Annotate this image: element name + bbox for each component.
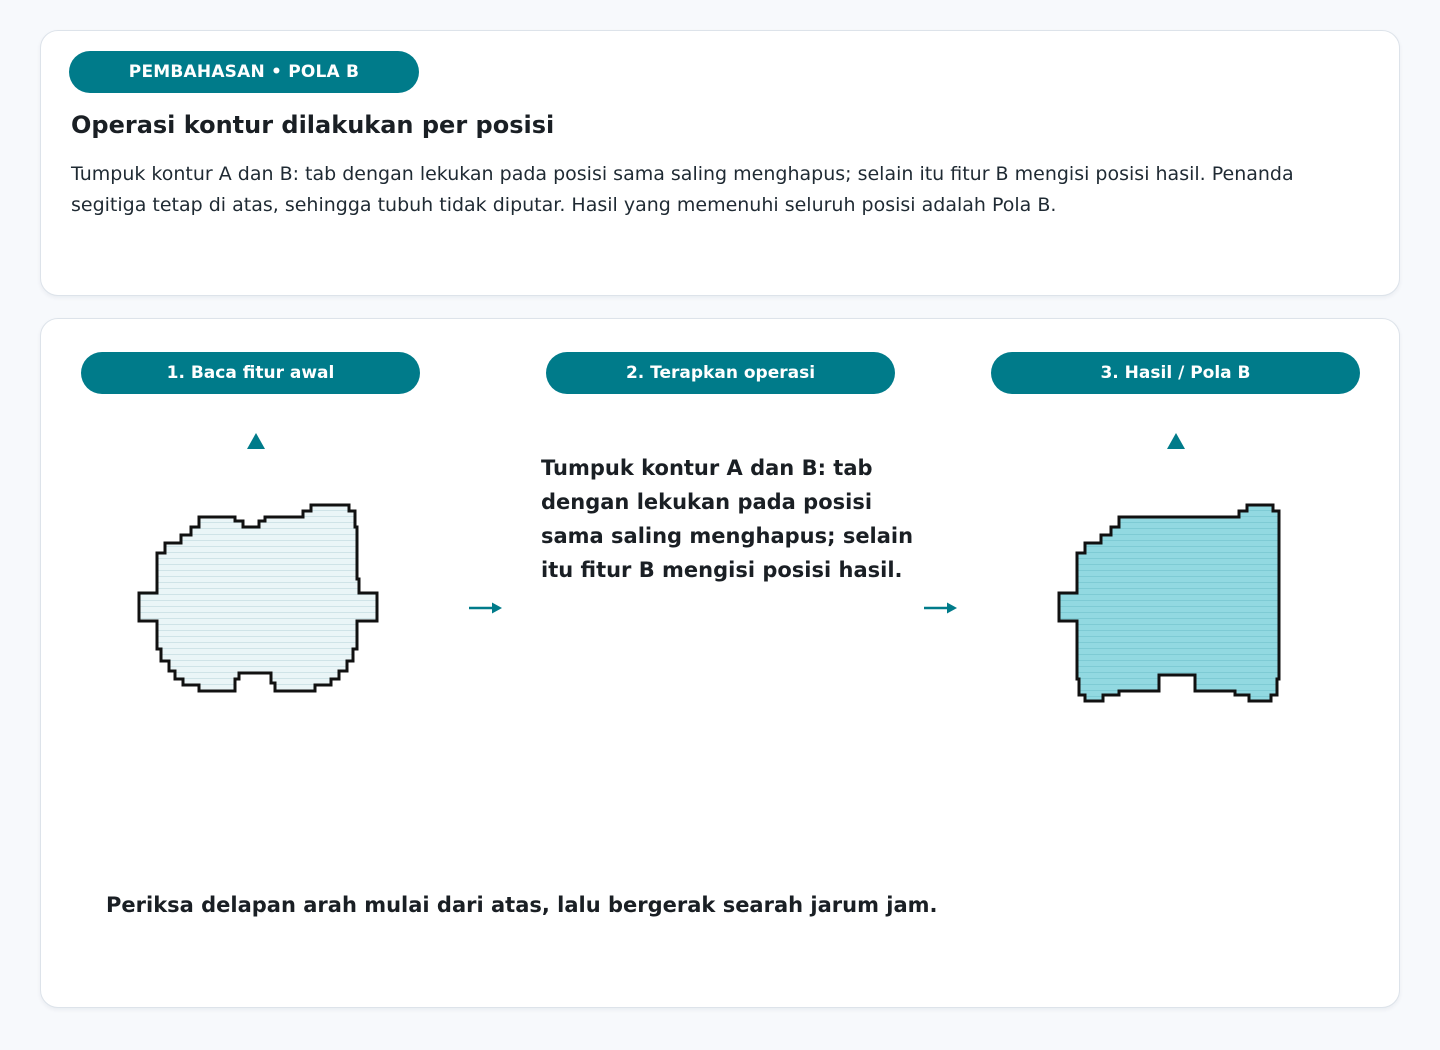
- step-1-label: 1. Baca fitur awal: [81, 352, 420, 394]
- explanation-card: [40, 30, 1400, 296]
- result-contour-shape: [1051, 499, 1311, 719]
- arrow-right-icon: [468, 601, 504, 615]
- explanation-text: Tumpuk kontur A dan B: tab dengan lekukan pada posisi sama saling menghapus; selain itu fitur B mengisi posisi hasil. Penanda segitiga tetap di atas, sehingga tubuh tidak diputar. Hasil yang memenuhi seluruh posisi adalah Pola B.: [71, 163, 1294, 216]
- triangle-up-icon: [247, 433, 265, 449]
- arrow-right-icon: [923, 601, 959, 615]
- initial-contour-shape: [131, 499, 391, 709]
- operation-description: Tumpuk kontur A dan B: tab dengan lekukan pada posisi sama saling menghapus; selain itu fitur B mengisi posisi hasil.: [541, 456, 914, 582]
- page-title: Operasi kontur dilakukan per posisi: [71, 111, 555, 139]
- triangle-up-icon: [1167, 433, 1185, 449]
- footer-note: Periksa delapan arah mulai dari atas, lalu bergerak searah jarum jam.: [106, 893, 938, 917]
- section-badge: PEMBAHASAN • POLA B: [69, 51, 419, 93]
- steps-card: [40, 318, 1400, 1008]
- step-3-label: 3. Hasil / Pola B: [991, 352, 1360, 394]
- step-2-label: 2. Terapkan operasi: [546, 352, 895, 394]
